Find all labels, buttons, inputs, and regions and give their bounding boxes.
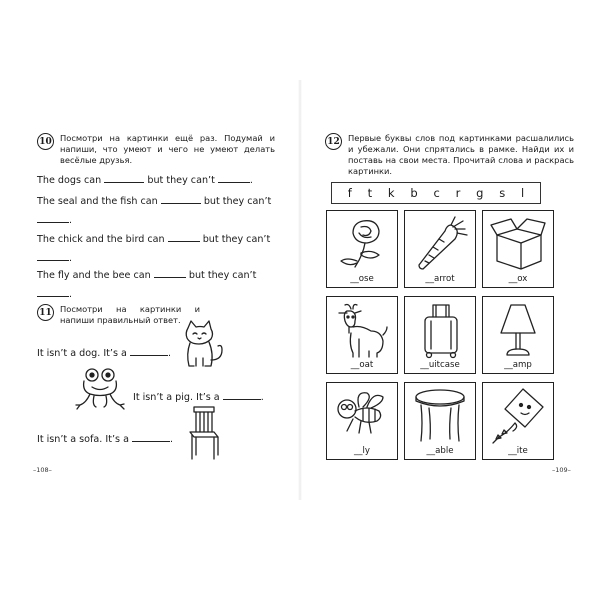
letter: s [499, 186, 506, 200]
word-caption: __oat [350, 360, 374, 370]
answer-line-2-cont: . [37, 213, 72, 226]
letter: g [476, 186, 484, 200]
word-caption: __ose [350, 274, 374, 284]
letter: f [347, 186, 352, 200]
cell-carrot [404, 210, 476, 288]
answer-line-pig: It isn’t a pig. It’s a . [133, 392, 264, 403]
cell-lamp [482, 296, 554, 374]
task-instruction: Посмотри на картинки ещё раз. Подумай и напиши, что умеют и чего не умеют делать весёлые друзья. [60, 133, 275, 165]
answer-line-3: The chick and the bird can but they can’t [37, 234, 271, 245]
suitcase-icon [411, 301, 469, 359]
goat-icon [333, 301, 391, 359]
answer-blank[interactable] [132, 432, 170, 442]
cell-fly [326, 382, 398, 460]
rose-icon [333, 215, 391, 273]
picture-grid [326, 210, 553, 460]
answer-blank[interactable] [37, 287, 69, 297]
answer-blank[interactable] [37, 251, 69, 261]
frog-icon [74, 367, 130, 415]
answer-line-4-cont: . [37, 287, 72, 300]
page-number: –108– [33, 466, 52, 474]
word-caption: __able [426, 446, 454, 456]
task-number-badge: 11 [37, 304, 54, 321]
letter: k [387, 186, 395, 200]
letter: t [367, 186, 373, 200]
task-number-badge: 10 [37, 133, 54, 150]
answer-blank[interactable] [223, 390, 261, 400]
answer-line-1: The dogs can but they can’t . [37, 175, 253, 186]
answer-blank[interactable] [104, 173, 144, 183]
answer-line-dog: It isn’t a dog. It’s a . [37, 348, 172, 359]
answer-blank[interactable] [168, 232, 200, 242]
box-icon [489, 215, 547, 273]
chair-icon [184, 405, 220, 461]
letter-frame [331, 182, 541, 204]
word-caption: __ox [508, 274, 528, 284]
cell-box [482, 210, 554, 288]
task-12 [325, 133, 574, 177]
cell-table [404, 382, 476, 460]
letter: c [433, 186, 440, 200]
answer-line-3-cont: . [37, 251, 72, 264]
answer-blank[interactable] [130, 346, 168, 356]
task-instruction: Посмотри на картинки и напиши правильный ответ. [60, 304, 200, 325]
word-caption: __amp [504, 360, 532, 370]
lamp-icon [489, 301, 547, 359]
table-icon [411, 387, 469, 445]
cell-goat [326, 296, 398, 374]
page-number: –109– [552, 466, 571, 474]
task-instruction: Первые буквы слов под картинками расшалились и убежали. Они спрятались в рамке. Найди их и поставь на свои места. Прочитай слова и раскрась картинки. [348, 133, 574, 176]
answer-blank[interactable] [154, 268, 186, 278]
answer-blank[interactable] [218, 173, 250, 183]
answer-blank[interactable] [37, 213, 69, 223]
carrot-icon [411, 215, 469, 273]
word-caption: __arrot [425, 274, 455, 284]
answer-line-2: The seal and the fish can but they can’t [37, 196, 272, 207]
letter: l [520, 186, 525, 200]
answer-line-sofa: It isn’t a sofa. It’s a . [37, 434, 174, 445]
cell-suitcase [404, 296, 476, 374]
kite-icon [489, 387, 547, 445]
task-11 [37, 304, 275, 326]
cell-kite [482, 382, 554, 460]
task-10 [37, 133, 275, 166]
fly-icon [333, 387, 391, 445]
cell-rose [326, 210, 398, 288]
word-caption: __uitcase [420, 360, 460, 370]
cat-icon [178, 320, 228, 372]
answer-blank[interactable] [161, 194, 201, 204]
task-number-badge: 12 [325, 133, 342, 150]
word-caption: __ly [353, 446, 371, 456]
word-caption: __ite [508, 446, 528, 456]
letter: b [410, 186, 418, 200]
answer-line-4: The fly and the bee can but they can’t [37, 270, 257, 281]
letter: r [455, 186, 461, 200]
